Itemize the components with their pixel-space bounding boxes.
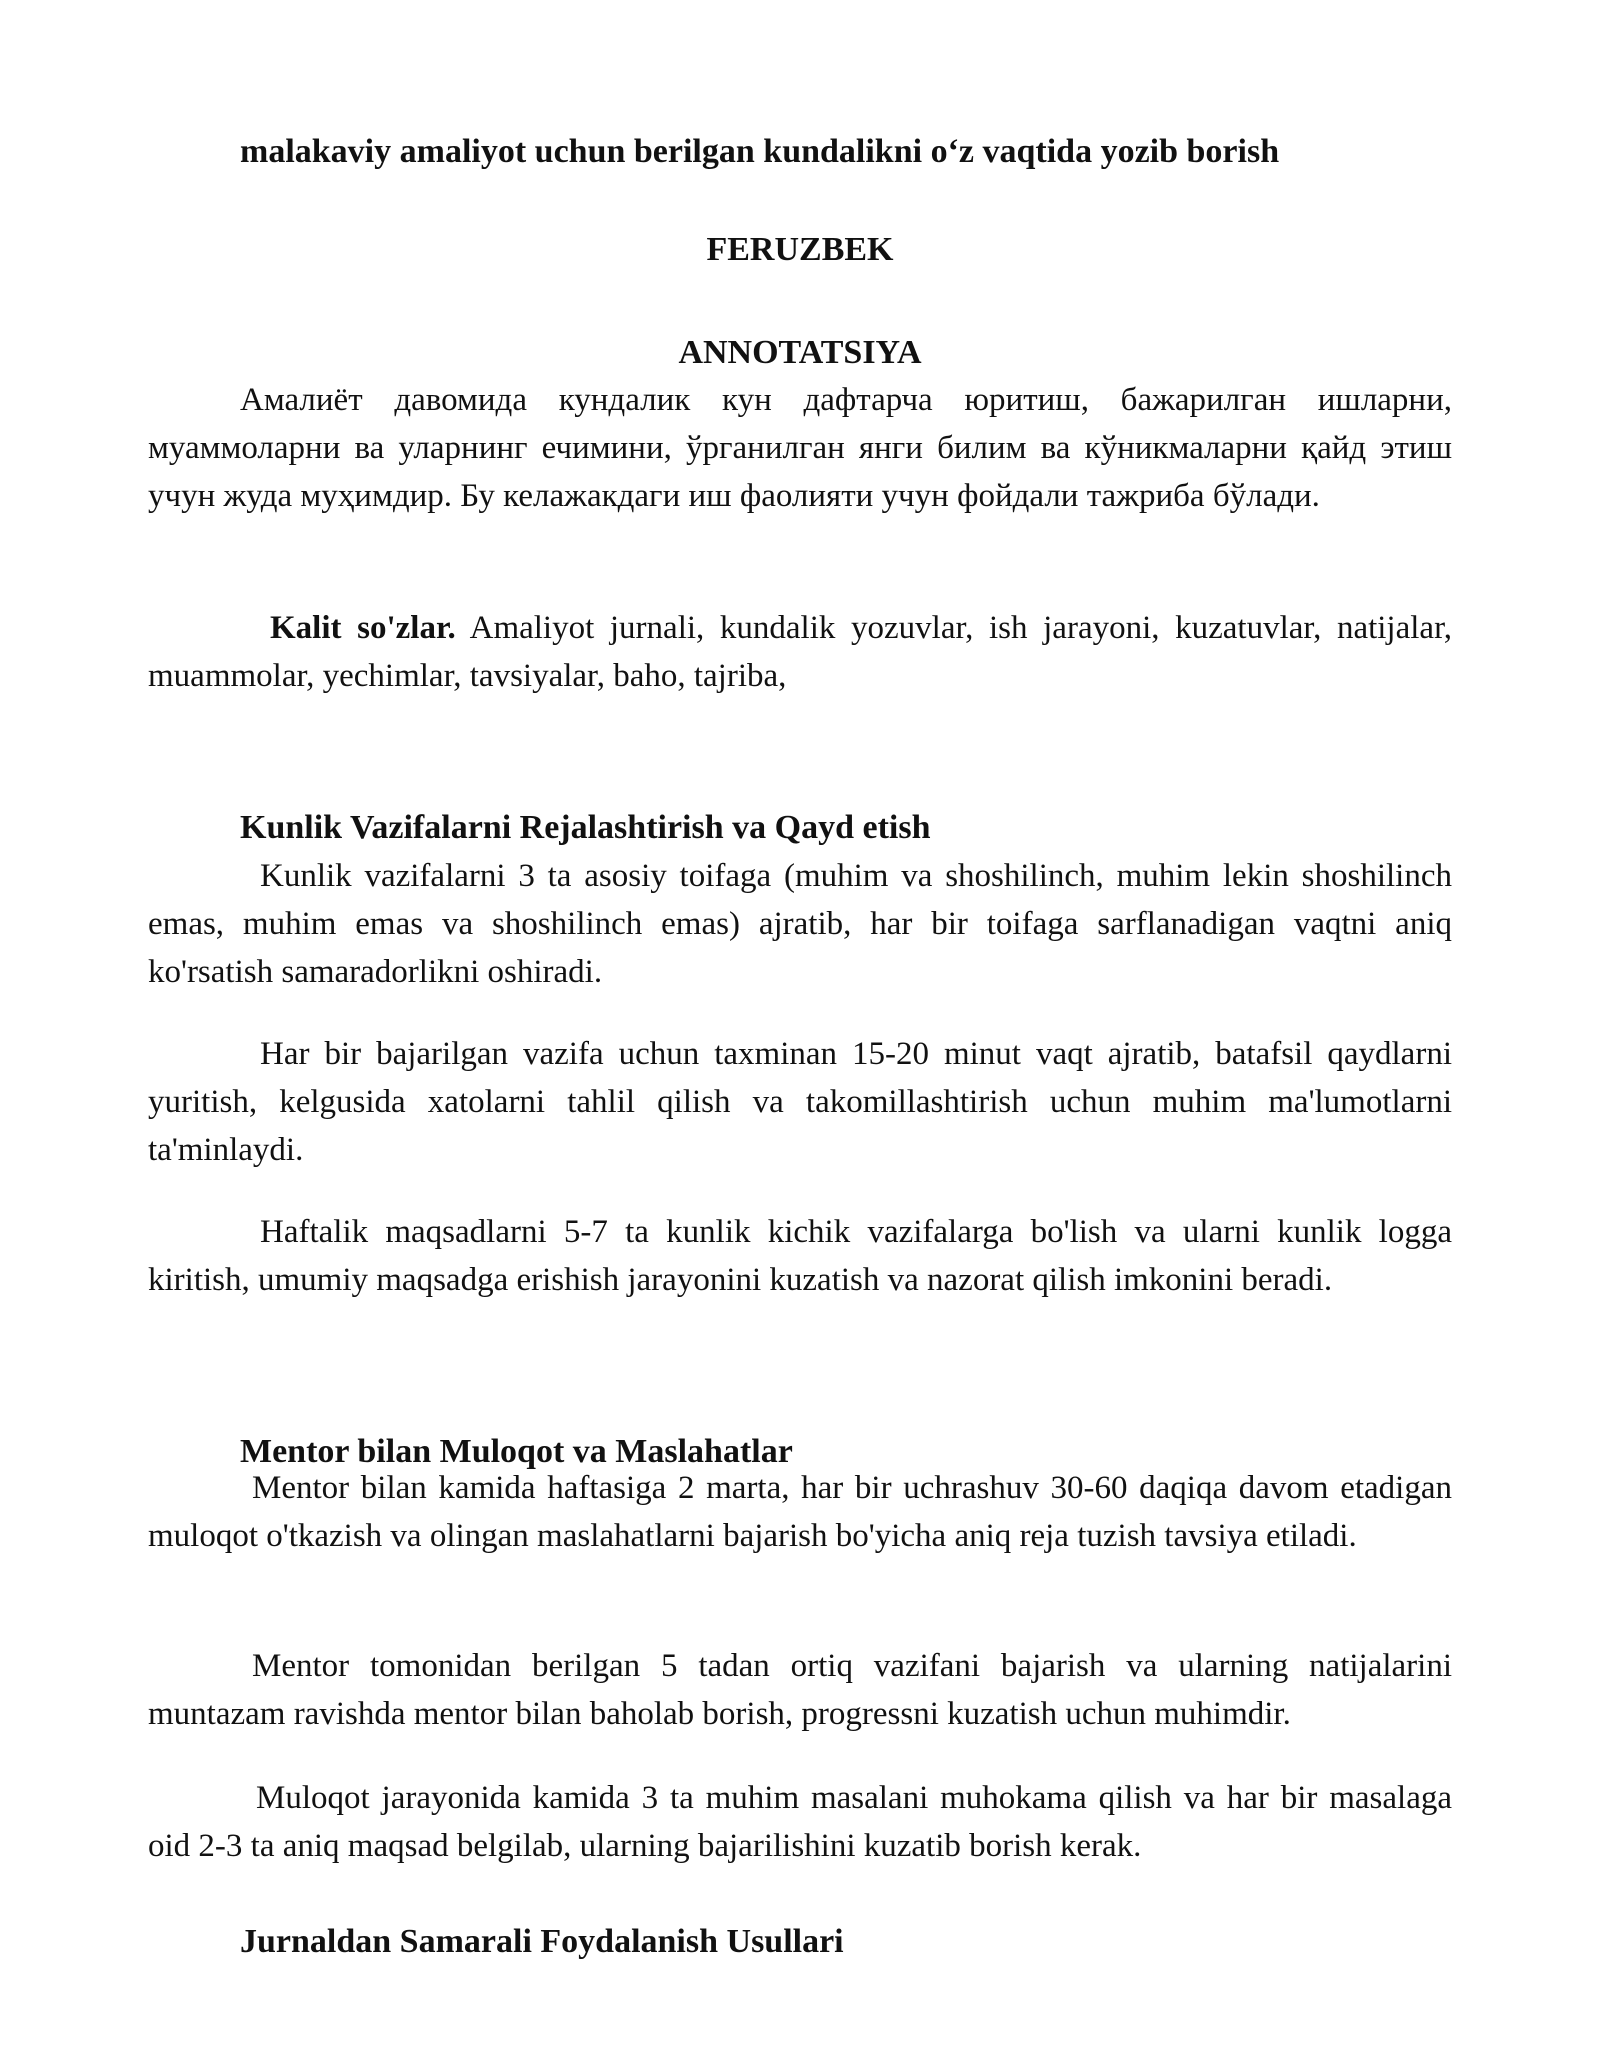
keywords-label: Kalit so'zlar.: [270, 610, 456, 646]
paragraph: Kunlik vazifalarni 3 ta asosiy toifaga (muhim va shoshilinch, muhim lekin shoshilinch emas, muhim emas va shoshilinch emas) ajratib, har bir toifaga sarflanadigan vaqtni aniq ko'rsatish samaradorlikni oshiradi.: [148, 858, 1452, 990]
paragraph: Mentor bilan kamida haftasiga 2 marta, har bir uchrashuv 30-60 daqiqa davom etadigan muloqot o'tkazish va olingan maslahatlarni bajarish bo'yicha aniq reja tuzish tavsiya etiladi.: [148, 1470, 1452, 1554]
section-heading-journal-usage: Jurnaldan Samarali Foydalanish Usullari: [240, 1923, 844, 1960]
annotation-text: Амалиёт давомида кундалик кун дафтарча юритиш, бажарилган ишларни, муаммоларни ва уларнинг ечимини, ўрганилган янги билим ва кўникмаларни қайд этиш учун жуда муҳимдир. Бу келажакдаги иш фаолияти учун фойдали тажриба бўлади.: [148, 382, 1452, 514]
section-heading-mentor: Mentor bilan Muloqot va Maslahatlar: [240, 1433, 793, 1470]
keywords-text: Amaliyot jurnali, kundalik yozuvlar, ish jarayoni, kuzatuvlar, natijalar, muammolar, yechimlar, tavsiyalar, baho, tajriba,: [148, 610, 1452, 694]
annotation-heading: ANNOTATSIYA: [678, 334, 922, 371]
paragraph: Muloqot jarayonida kamida 3 ta muhim masalani muhokama qilish va har bir masalaga oid 2-3 ta aniq maqsad belgilab, ularning bajarilishini kuzatib borish kerak.: [148, 1780, 1452, 1864]
paragraph: Har bir bajarilgan vazifa uchun taxminan 15-20 minut vaqt ajratib, batafsil qaydlarni yuritish, kelgusida xatolarni tahlil qilish va takomillashtirish uchun muhim ma'lumotlarni ta'minlaydi.: [148, 1036, 1452, 1168]
paragraph: Haftalik maqsadlarni 5-7 ta kunlik kichik vazifalarga bo'lish va ularni kunlik logga kiritish, umumiy maqsadga erishish jarayonini kuzatish va nazorat qilish imkonini beradi.: [148, 1214, 1452, 1298]
section-heading-daily-tasks: Kunlik Vazifalarni Rejalashtirish va Qayd etish: [240, 809, 931, 846]
keywords-paragraph: [148, 604, 1452, 700]
author-name: FERUZBEK: [706, 231, 894, 268]
document-title-line: malakaviy amaliyot uchun berilgan kundalikni o‘z vaqtida yozib borish: [240, 133, 1280, 170]
paragraph: Mentor tomonidan berilgan 5 tadan ortiq vazifani bajarish va ularning natijalarini muntazam ravishda mentor bilan baholab borish, progressni kuzatish uchun muhimdir.: [148, 1648, 1452, 1732]
